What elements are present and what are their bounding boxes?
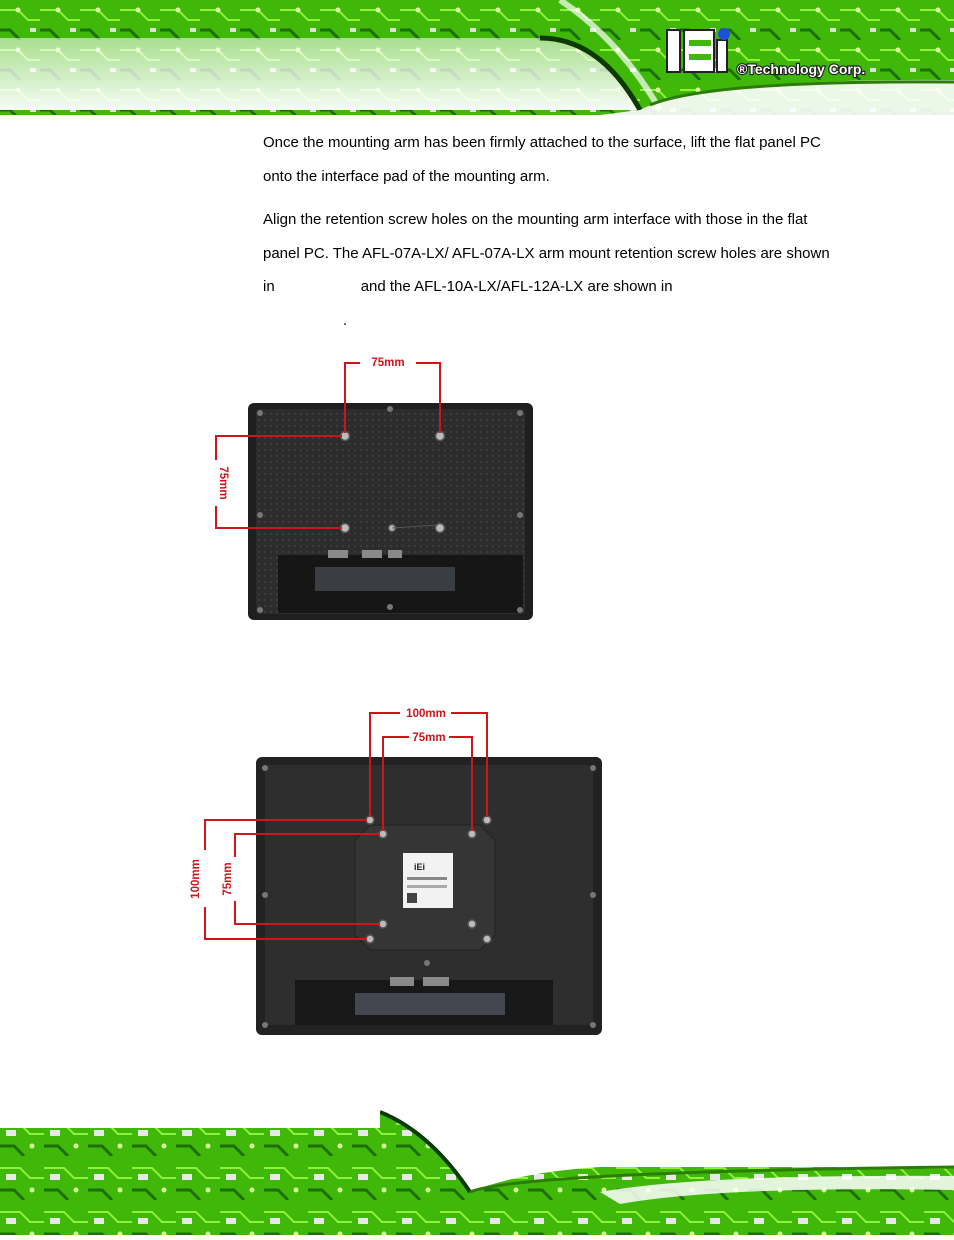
outer-horizontal-dimension-label: 100mm — [406, 708, 446, 720]
paragraph-align-text-b: and the AFL-10A-LX/AFL-12A-LX are shown in — [360, 278, 673, 295]
paragraph-align-text-end: . — [343, 311, 348, 329]
pcb-banner — [0, 0, 954, 115]
figure-afl-07a-rear — [190, 345, 550, 625]
outer-vertical-dimension-label: 100mm — [190, 859, 202, 899]
page-header — [0, 0, 954, 115]
rear-panel-large-drawing — [190, 705, 610, 1037]
paragraph-align-text-a: Align the retention screw holes on the mounting arm interface with those in the flat panel PC. The AFL-07A-LX/ AFL-07A-LX arm mount retention screw holes are shown in — [263, 211, 830, 295]
rear-panel-small-drawing — [190, 345, 550, 625]
pcb-footer-banner — [0, 1112, 954, 1235]
label-logo: iEi — [414, 862, 426, 872]
inner-vertical-dimension-label: 75mm — [222, 862, 234, 896]
figure-afl-10a-12a-rear — [190, 705, 610, 1037]
paragraph-align-holes — [263, 203, 833, 337]
company-name: ®Technology Corp. — [737, 61, 866, 77]
paragraph-lift-panel: Once the mounting arm has been firmly attached to the surface, lift the flat panel PC onto the interface pad of the mounting arm. — [263, 134, 821, 185]
vertical-dimension-label: 75mm — [217, 466, 229, 500]
horizontal-dimension-label: 75mm — [371, 357, 405, 369]
page-footer — [0, 1112, 954, 1235]
iei-logo — [667, 28, 730, 72]
inner-horizontal-dimension-label: 75mm — [412, 732, 446, 744]
